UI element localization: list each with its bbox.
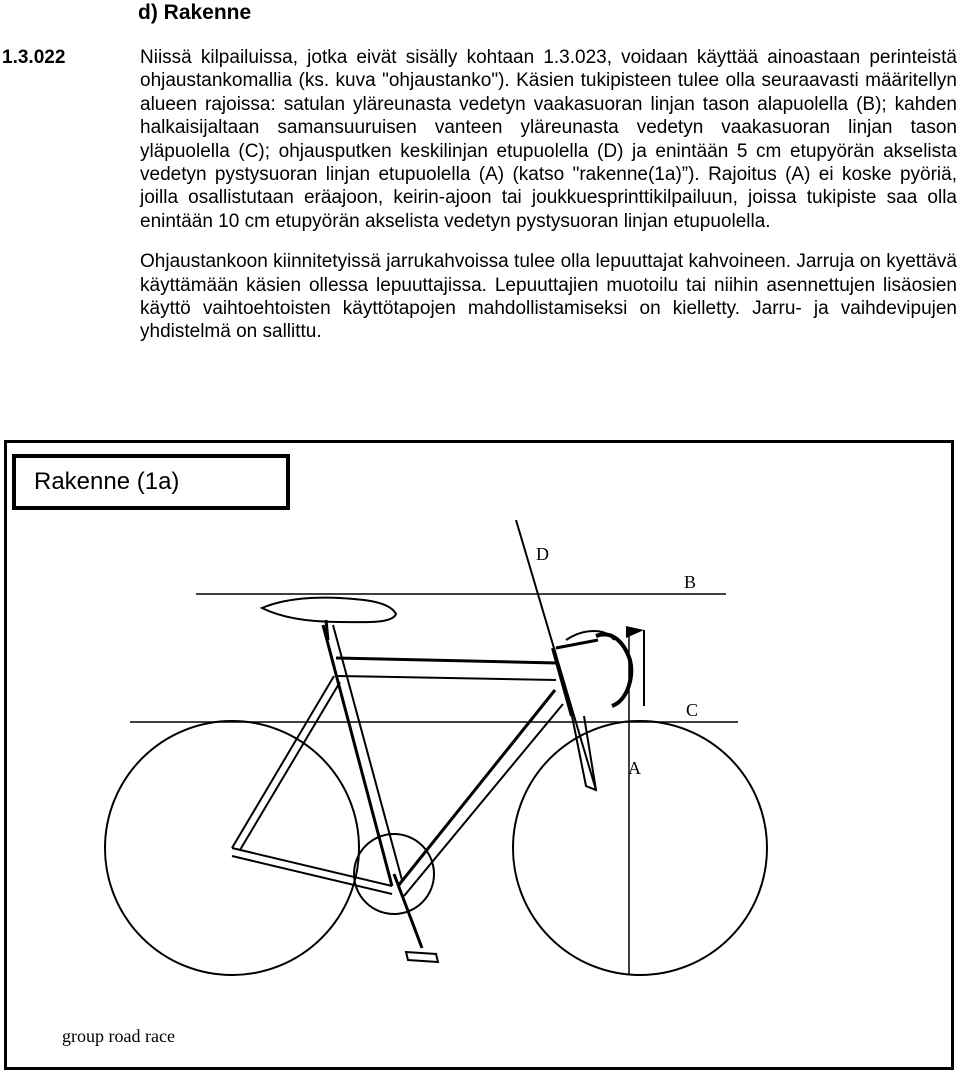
label-c: C	[686, 700, 699, 720]
figure-title-box	[12, 454, 290, 510]
label-d: D	[536, 544, 549, 564]
rule-paragraph-1: Niissä kilpailuissa, jotka eivät sisälly kohtaan 1.3.023, voidaan käyttää ainoastaan perinteistä ohjaustankomallia (ks. kuva "ohjaustanko"). Käsien tukipisteen tulee olla seuraavasti määritellyn alueen rajoissa: satulan yläreunasta vedetyn vaakasuoran linjan tason alapuolella (B); kahden halkaisijaltaan samansuuruisen vanteen yläreunasta vedetyn vaakasuoran linjan tason yläpuolella (C); ohjausputken keskilinjan etupuolella (D) ja enintään 5 cm etupyörän akselista vedetyn pystysuoran linjan etupuolella (A) (katso "rakenne(1a)”). Rajoitus (A) ei koske pyöriä, joilla osallistutaan eräajoon, keirin-ajoon tai joukkuesprinttikilpailuun, joissa tukipiste saa olla enintään 10 cm etupyörän akselista vedetyn pystysuoran linjan etupuolella.	[140, 47, 957, 232]
top-tube	[336, 658, 556, 663]
seat-stay-2	[240, 682, 340, 850]
seat-tube	[323, 625, 392, 886]
rule-paragraph-2: Ohjaustankoon kiinnitetyissä jarrukahvoissa tulee olla lepuuttajat kahvoineen. Jarruja on kyettävä käyttämään käsien ollessa lepuuttajissa. Lepuuttajien muotoilu tai niihin asennettujen lisäosien käyttö vaihtoehtoisten käyttötapojen mahdollistamiseksi on kielletty. Jarru- ja vaihdevipujen yhdistelmä on sallittu.	[140, 251, 957, 343]
top-tube-lower	[338, 676, 556, 680]
crank	[394, 874, 422, 948]
section-heading: d) Rakenne	[138, 1, 252, 24]
saddle	[262, 598, 396, 623]
stem	[556, 640, 598, 648]
label-b: B	[684, 572, 697, 592]
seat-stay	[232, 676, 334, 848]
seatpost	[326, 620, 328, 640]
down-tube-inner	[404, 704, 563, 896]
figure-caption: group road race	[62, 1026, 175, 1046]
chain-stay	[232, 848, 392, 886]
down-tube	[398, 690, 555, 886]
label-a: A	[628, 758, 641, 778]
rule-number: 1.3.022	[2, 47, 66, 68]
seat-tube-inner	[333, 625, 402, 880]
handlebar-drop	[596, 634, 631, 706]
pedal	[406, 952, 438, 962]
figure-title: Rakenne (1a)	[34, 468, 180, 495]
hand-marker	[626, 626, 644, 638]
chain-stay-2	[232, 856, 392, 894]
